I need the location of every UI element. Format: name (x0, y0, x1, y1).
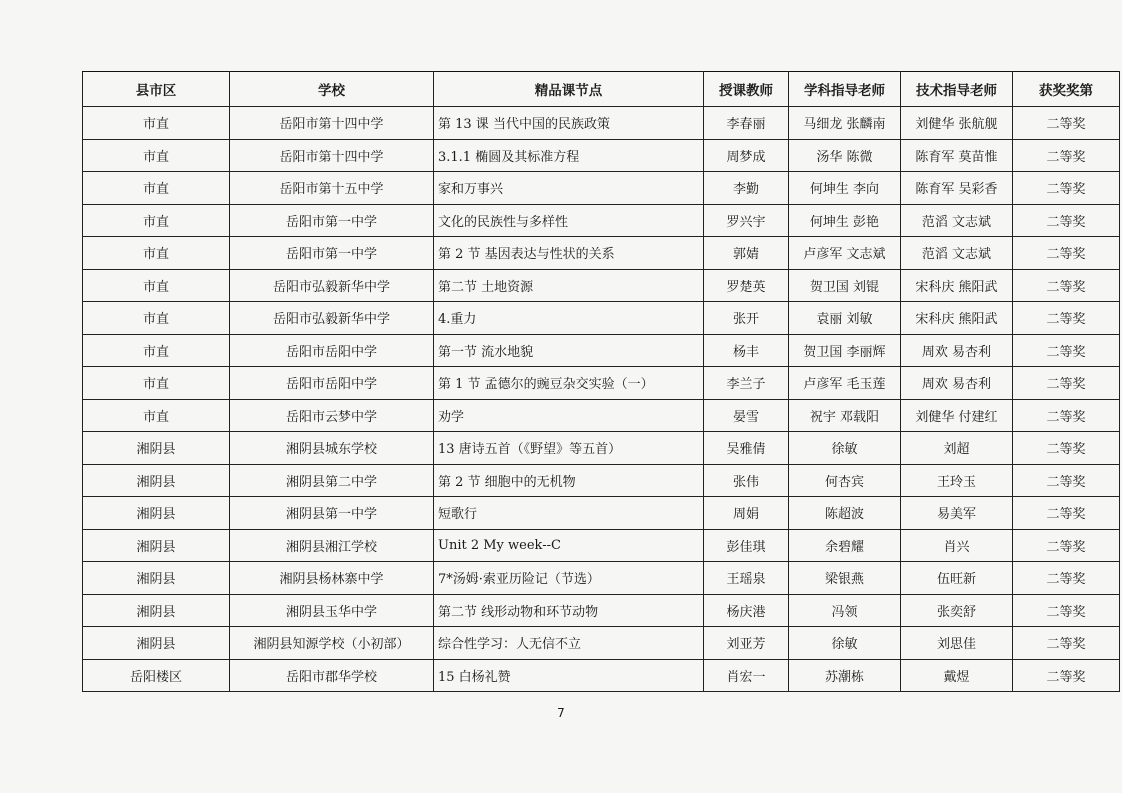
cell-subject-advisor: 何坤生 李向 (789, 172, 901, 205)
cell-teacher: 肖宏一 (704, 659, 789, 692)
cell-school: 岳阳市岳阳中学 (230, 334, 434, 367)
cell-lesson: 3.1.1 椭圆及其标准方程 (434, 139, 704, 172)
cell-county: 湘阴县 (83, 497, 230, 530)
header-subject-advisor: 学科指导老师 (789, 72, 901, 107)
cell-lesson: 第 2 节 基因表达与性状的关系 (434, 237, 704, 270)
cell-lesson: 第 1 节 孟德尔的豌豆杂交实验（一） (434, 367, 704, 400)
cell-tech-advisor: 范滔 文志斌 (901, 204, 1013, 237)
cell-school: 岳阳市第一中学 (230, 204, 434, 237)
cell-tech-advisor: 张奕舒 (901, 594, 1013, 627)
cell-award: 二等奖 (1013, 464, 1120, 497)
table-body (83, 107, 1120, 692)
cell-county: 市直 (83, 139, 230, 172)
cell-award: 二等奖 (1013, 562, 1120, 595)
cell-tech-advisor: 伍旺新 (901, 562, 1013, 595)
cell-county: 市直 (83, 107, 230, 140)
cell-school: 湘阴县知源学校（小初部） (230, 627, 434, 660)
cell-award: 二等奖 (1013, 237, 1120, 270)
cell-county: 市直 (83, 399, 230, 432)
cell-subject-advisor: 梁银燕 (789, 562, 901, 595)
cell-lesson: 文化的民族性与多样性 (434, 204, 704, 237)
cell-award: 二等奖 (1013, 302, 1120, 335)
cell-tech-advisor: 宋科庆 熊阳武 (901, 302, 1013, 335)
cell-county: 湘阴县 (83, 627, 230, 660)
cell-school: 岳阳市第十四中学 (230, 139, 434, 172)
table-row (83, 399, 1120, 432)
cell-award: 二等奖 (1013, 627, 1120, 660)
cell-award: 二等奖 (1013, 172, 1120, 205)
cell-tech-advisor: 戴煜 (901, 659, 1013, 692)
table-row (83, 367, 1120, 400)
cell-subject-advisor: 陈超波 (789, 497, 901, 530)
cell-subject-advisor: 苏潮栋 (789, 659, 901, 692)
cell-teacher: 李兰子 (704, 367, 789, 400)
cell-county: 市直 (83, 269, 230, 302)
cell-award: 二等奖 (1013, 334, 1120, 367)
header-award: 获奖奖第 (1013, 72, 1120, 107)
cell-teacher: 杨庆港 (704, 594, 789, 627)
cell-tech-advisor: 刘健华 张航舰 (901, 107, 1013, 140)
header-teacher: 授课教师 (704, 72, 789, 107)
table-row (83, 172, 1120, 205)
cell-tech-advisor: 易美军 (901, 497, 1013, 530)
header-school: 学校 (230, 72, 434, 107)
cell-lesson: 综合性学习：人无信不立 (434, 627, 704, 660)
table-row (83, 204, 1120, 237)
cell-lesson: 第 13 课 当代中国的民族政策 (434, 107, 704, 140)
cell-teacher: 李勤 (704, 172, 789, 205)
cell-award: 二等奖 (1013, 269, 1120, 302)
cell-lesson: 13 唐诗五首（《野望》等五首） (434, 432, 704, 465)
cell-school: 岳阳市郡华学校 (230, 659, 434, 692)
header-tech-advisor: 技术指导老师 (901, 72, 1013, 107)
table-row (83, 432, 1120, 465)
cell-subject-advisor: 徐敏 (789, 627, 901, 660)
cell-teacher: 郭婧 (704, 237, 789, 270)
cell-school: 湘阴县第二中学 (230, 464, 434, 497)
cell-county: 湘阴县 (83, 464, 230, 497)
cell-lesson: 4.重力 (434, 302, 704, 335)
cell-subject-advisor: 贺卫国 刘锟 (789, 269, 901, 302)
cell-teacher: 张开 (704, 302, 789, 335)
cell-lesson: 第二节 线形动物和环节动物 (434, 594, 704, 627)
cell-subject-advisor: 贺卫国 李丽辉 (789, 334, 901, 367)
table-row (83, 107, 1120, 140)
cell-lesson: Unit 2 My week--C (434, 529, 704, 562)
cell-lesson: 劝学 (434, 399, 704, 432)
table-row (83, 139, 1120, 172)
cell-lesson: 第一节 流水地貌 (434, 334, 704, 367)
cell-teacher: 彭佳琪 (704, 529, 789, 562)
cell-tech-advisor: 宋科庆 熊阳武 (901, 269, 1013, 302)
cell-county: 市直 (83, 367, 230, 400)
cell-lesson: 15 白杨礼赞 (434, 659, 704, 692)
cell-subject-advisor: 卢彦军 文志斌 (789, 237, 901, 270)
cell-school: 岳阳市第十四中学 (230, 107, 434, 140)
table-row (83, 237, 1120, 270)
cell-subject-advisor: 何杏宾 (789, 464, 901, 497)
cell-teacher: 周娟 (704, 497, 789, 530)
cell-lesson: 第二节 土地资源 (434, 269, 704, 302)
cell-teacher: 杨丰 (704, 334, 789, 367)
table-row (83, 594, 1120, 627)
cell-school: 湘阴县城东学校 (230, 432, 434, 465)
cell-school: 湘阴县湘江学校 (230, 529, 434, 562)
cell-tech-advisor: 陈育军 吴彩香 (901, 172, 1013, 205)
cell-subject-advisor: 徐敏 (789, 432, 901, 465)
cell-award: 二等奖 (1013, 107, 1120, 140)
cell-school: 湘阴县玉华中学 (230, 594, 434, 627)
cell-teacher: 罗兴宇 (704, 204, 789, 237)
table-row (83, 269, 1120, 302)
table-row (83, 659, 1120, 692)
table-row (83, 302, 1120, 335)
header-lesson: 精品课节点 (434, 72, 704, 107)
cell-award: 二等奖 (1013, 399, 1120, 432)
cell-county: 湘阴县 (83, 529, 230, 562)
cell-lesson: 7*汤姆·索亚历险记（节选） (434, 562, 704, 595)
cell-lesson: 家和万事兴 (434, 172, 704, 205)
cell-school: 湘阴县第一中学 (230, 497, 434, 530)
cell-subject-advisor: 袁丽 刘敏 (789, 302, 901, 335)
cell-county: 岳阳楼区 (83, 659, 230, 692)
cell-tech-advisor: 王玲玉 (901, 464, 1013, 497)
cell-tech-advisor: 周欢 易杏利 (901, 334, 1013, 367)
cell-award: 二等奖 (1013, 594, 1120, 627)
cell-teacher: 吴雅倩 (704, 432, 789, 465)
awards-table (82, 71, 1120, 692)
cell-award: 二等奖 (1013, 204, 1120, 237)
cell-school: 岳阳市第十五中学 (230, 172, 434, 205)
cell-school: 岳阳市云梦中学 (230, 399, 434, 432)
cell-lesson: 第 2 节 细胞中的无机物 (434, 464, 704, 497)
cell-teacher: 周梦成 (704, 139, 789, 172)
cell-county: 市直 (83, 237, 230, 270)
cell-award: 二等奖 (1013, 432, 1120, 465)
table-row (83, 562, 1120, 595)
cell-county: 湘阴县 (83, 594, 230, 627)
cell-subject-advisor: 马细龙 张麟南 (789, 107, 901, 140)
cell-school: 岳阳市第一中学 (230, 237, 434, 270)
header-county: 县市区 (83, 72, 230, 107)
cell-county: 市直 (83, 334, 230, 367)
cell-award: 二等奖 (1013, 367, 1120, 400)
cell-award: 二等奖 (1013, 497, 1120, 530)
table-row (83, 334, 1120, 367)
cell-county: 湘阴县 (83, 432, 230, 465)
cell-tech-advisor: 刘健华 付建红 (901, 399, 1013, 432)
cell-school: 岳阳市岳阳中学 (230, 367, 434, 400)
cell-teacher: 张伟 (704, 464, 789, 497)
cell-award: 二等奖 (1013, 529, 1120, 562)
cell-subject-advisor: 冯领 (789, 594, 901, 627)
table-row (83, 464, 1120, 497)
cell-lesson: 短歌行 (434, 497, 704, 530)
cell-teacher: 晏雪 (704, 399, 789, 432)
cell-school: 岳阳市弘毅新华中学 (230, 302, 434, 335)
cell-tech-advisor: 肖兴 (901, 529, 1013, 562)
cell-school: 湘阴县杨林寨中学 (230, 562, 434, 595)
cell-subject-advisor: 余碧耀 (789, 529, 901, 562)
cell-tech-advisor: 刘超 (901, 432, 1013, 465)
page-number: 7 (557, 706, 565, 720)
table-row (83, 497, 1120, 530)
cell-tech-advisor: 周欢 易杏利 (901, 367, 1013, 400)
cell-tech-advisor: 范滔 文志斌 (901, 237, 1013, 270)
cell-award: 二等奖 (1013, 139, 1120, 172)
table-row (83, 529, 1120, 562)
cell-county: 市直 (83, 172, 230, 205)
cell-county: 市直 (83, 204, 230, 237)
cell-subject-advisor: 汤华 陈微 (789, 139, 901, 172)
cell-subject-advisor: 何坤生 彭艳 (789, 204, 901, 237)
cell-school: 岳阳市弘毅新华中学 (230, 269, 434, 302)
table-row (83, 627, 1120, 660)
cell-tech-advisor: 刘思佳 (901, 627, 1013, 660)
cell-award: 二等奖 (1013, 659, 1120, 692)
cell-tech-advisor: 陈育军 莫苗惟 (901, 139, 1013, 172)
cell-county: 市直 (83, 302, 230, 335)
cell-teacher: 罗楚英 (704, 269, 789, 302)
cell-subject-advisor: 卢彦军 毛玉莲 (789, 367, 901, 400)
cell-teacher: 刘亚芳 (704, 627, 789, 660)
table-header-row (83, 72, 1120, 107)
cell-county: 湘阴县 (83, 562, 230, 595)
cell-subject-advisor: 祝宇 邓载阳 (789, 399, 901, 432)
cell-teacher: 李春丽 (704, 107, 789, 140)
cell-teacher: 王瑶泉 (704, 562, 789, 595)
